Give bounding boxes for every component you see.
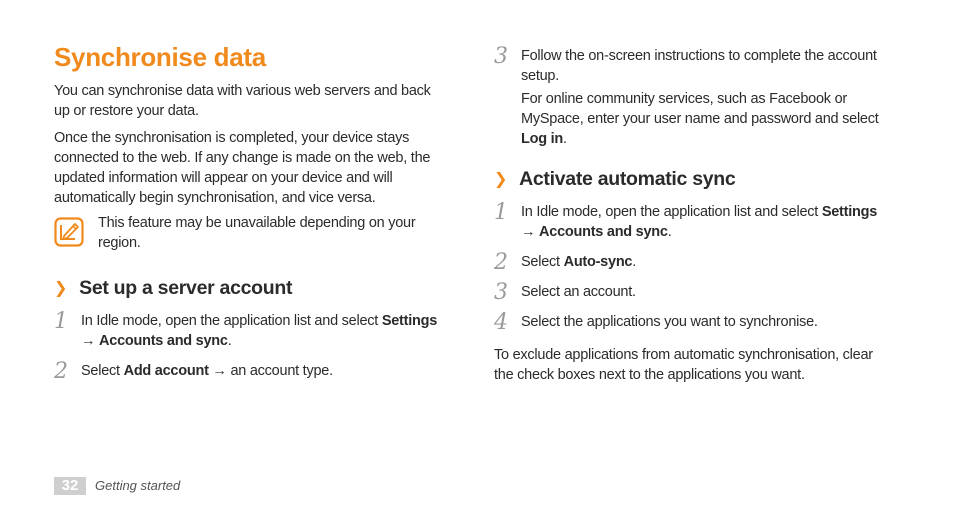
chevron-right-icon: ❯ [54, 280, 68, 297]
intro-paragraph-2: Once the synchronisation is completed, your device stays connected to the web. If any change is made on the web, the updated information will appear on your device and will automatically begin synchronisation, and vice versa. [54, 130, 431, 206]
chevron-right-icon: ❯ [494, 171, 508, 188]
note-text: This feature may be unavailable depending on your region. [98, 215, 416, 251]
section-heading-server-account: ❯ Set up a server account [54, 277, 293, 299]
step-text: Select the applications you want to synchronise. [521, 314, 818, 330]
note-pencil-icon [54, 217, 84, 247]
step-number: 1 [494, 200, 508, 225]
step-text: Select Auto-sync. [521, 254, 637, 270]
server-step-3-detail: For online community services, such as Facebook or MySpace, enter your user name and password and select Log in. [521, 91, 879, 147]
step-number: 2 [494, 250, 508, 275]
footer-section-label: Getting started [95, 478, 181, 493]
step-text: Select an account. [521, 284, 636, 300]
step-number: 4 [494, 310, 508, 335]
step-text: In Idle mode, open the application list and select Settings → Accounts and sync. [521, 204, 878, 240]
section-heading-automatic-sync: ❯ Activate automatic sync [494, 168, 736, 190]
step-text: Follow the on-screen instructions to complete the account setup. [521, 48, 877, 84]
step-number: 1 [54, 309, 68, 334]
closing-paragraph: To exclude applications from automatic synchronisation, clear the check boxes next to the applications you want. [494, 347, 873, 383]
step-number: 3 [494, 44, 508, 69]
page-number: 32 [54, 477, 86, 495]
page-title: Synchronise data [54, 42, 266, 72]
step-number: 3 [494, 280, 508, 305]
step-text: Select Add account → an account type. [81, 363, 333, 379]
intro-paragraph-1: You can synchronise data with various web servers and back up or restore your data. [54, 83, 431, 119]
step-text: In Idle mode, open the application list and select Settings → Accounts and sync. [81, 313, 438, 349]
step-number: 2 [54, 359, 68, 384]
